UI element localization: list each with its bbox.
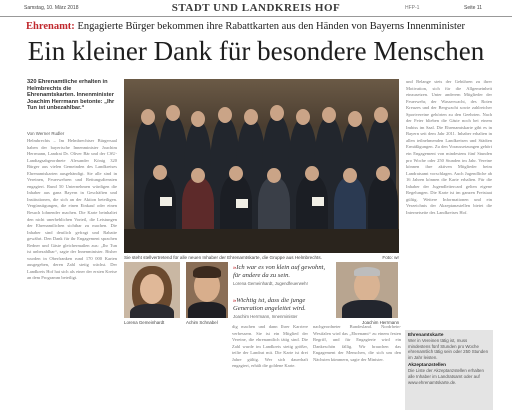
photo-face [374,107,388,123]
article-author: Von Werner Rudler [27,131,65,136]
info-box-text-2: Die Liste der Akzeptanzstellen erhalten alle Inhaber im Landratsamt oder auf www.ehrenamtskarte.de. [408,368,484,385]
photo-credit: Foto: wr [382,255,399,260]
issue-date: Samstag, 10. März 2018 [24,5,79,11]
quote-1 [233,264,333,286]
photo-face [229,166,243,181]
portrait-label-man: Achim Schnabel [186,320,218,325]
info-box-title-2: Akzeptanzstellen [408,362,447,368]
portrait-photo-man [186,262,228,318]
photo-floor [124,229,399,253]
quote-2-text: Wichtig ist, dass die junge Generation angeleitet wird. [233,297,306,312]
photo-face [267,168,281,183]
section-title: STADT UND LANDKREIS HOF [171,2,341,14]
portrait-hair [354,267,380,276]
photo-face [343,168,357,183]
portrait-face [140,274,164,304]
body-column-3: nachgeordneter Bundesland. Nordrhein-Westfalen wird das „Ehrenamt“ zu einem festen Begriff, und für Engagierte wird ein Dankeschön fällig. Wir brauchen das Engagement der Menschen, die sich um den Nächsten kümmern, sagte der Minister. [313,324,401,362]
photo-face [305,166,319,181]
photo-face [191,111,205,127]
kicker-text: Engagierte Bürger bekommen ihre Rabattkarten aus den Händen von Bayerns Innenminister [74,21,466,32]
quote-2 [233,297,333,319]
info-box [405,330,493,410]
portrait-label-minister: Joachim Herrmann [362,320,400,325]
article-headline: Ein kleiner Dank für besondere Menschen [27,36,485,66]
quote-mark: » [233,264,237,271]
photo-person [258,177,290,235]
quote-1-text: Ich war es von klein auf gewohnt, für andere da zu sein. [233,264,326,279]
photo-person [182,177,214,235]
kicker-topic: Ehrenamt: [26,21,75,32]
portrait-photo-woman [124,262,180,318]
quote-2-author: Joachim Herrmann, Innenminister [233,314,298,319]
portrait-body [188,302,226,318]
photo-face [296,109,310,125]
body-column-1: Helmbrechts – Im Helmbrechtser Bürgersaal haben der bayerische Innenminister Joachim Herrmann, Landrat Dr. Oliver Bär und der CSU-Landtagsabgeordnete Alexander König 320 Bürger aus vielen Gemeinden des Landkreises Ehrenamtskarten ausgehändigt. Sie alle sind in Vereinen, Feuerwehren und Rettungsdiensten engagiert. Rund 50 Unternehmen würdigen die Inhaber aus ganz Bayern in Geschäften und Institutionen, die sich an der Aktion beteiligen. Vergünstigungen, die einen Einkauf oder einen Besuch lohnender machen. Die Karte beinhaltet den nicht unerheblichen Vorteil, die Leistungen der Ehrenamtlichen sichtbar zu machen. Die Inhaber sind deutlich gefragt und Rabatte gewährt. Den Dank für ihr Engagement sprachen Redner und Gäste gleichermaßen aus: „Ihr Tun ist unbezahlbar“, sagte der Innenminister. Bisher wurden in Oberfranken rund 170 000 Karten ausgegeben, deren Zahl stetig wächst. Der Landkreis Hof hat sich als einer der ersten Kreise an dem Programm beteiligt. [27,138,117,281]
portrait-hair [193,266,221,278]
portrait-body [342,300,392,318]
article-kicker [26,21,465,32]
photo-face [376,166,390,181]
photo-certificate [312,197,324,206]
article-teaser: 320 Ehrenamtliche erhalten in Helmbrechts die Ehrenamtskarten. Innenminister Joachim Herrmann betonte: „Ihr Tun ist unbezahlbar.“ [27,79,115,112]
info-box-title-1: Ehrenamtskarte [408,332,444,337]
body-column-2: dig machen und dann Ihrer Karriere verbessern. Sie ist ein Mitglied der Vereine, die ehrenamtlich tätig sind. Die Zahl wurde im Landkreis stetig größer, teilte der Landrat mit. Die Karte ist drei Jahre gültig. Wer sich dauerhaft engagiert, erhält die goldene Karte. [232,324,308,369]
photo-face [348,111,362,127]
photo-face [244,109,258,125]
photo-face [270,105,284,121]
photo-person [334,177,366,235]
portrait-label-woman: Lorena Gemeinhardt [124,320,165,325]
portrait-body [130,304,174,318]
photo-caption [124,255,399,260]
photo-face [166,105,180,121]
quote-mark: » [233,297,237,304]
body-column-4: und Belange stets der Gebühren zu ihrer Motivation, sich für die Allgemeinheit einzusetzen. Unter anderem Mitglieder der Feuerwehr, der Wasserwacht, des Roten Kreuzes und der Bergwacht sowie zahlreicher Sportvereine gehörten zu den Geehrten. Nach der Feier blieben die Gäste noch bei einem Imbiss im Saal. Die Ehrenamtskarte gibt es in Bayern seit dem Jahr 2011. Inhaber erhalten in allen teilnehmenden Landkreisen und Städten Ermäßigungen. Zu den Voraussetzungen gehört ein Engagement von mindestens fünf Stunden pro Woche oder 250 Stunden im Jahr. Vereine können ihre aktiven Mitglieder beim Landratsamt vorschlagen. Auch Jugendliche ab 16 Jahren können die Karte erhalten. Für die Inhaber der Jugendleitercard gelten eigene Regelungen. Die Karte ist im ganzen Freistaat gültig. Weitere Informationen und ein Verzeichnis der Akzeptanzstellen bietet die Internetseite des Landkreises Hof. [406,79,492,215]
page-number: Seite 11 [464,5,482,11]
photo-caption-text: Sie steht stellvertretend für alle neuen Inhaber der Ehrenamtskarte, die Gruppe aus Helmbrechts. [124,255,322,260]
photo-face [322,107,336,123]
photo-face [141,109,155,125]
photo-certificate [236,199,248,208]
photo-face [153,165,167,180]
page-header [0,0,512,17]
portrait-photo-minister [336,262,398,318]
group-photo [124,79,399,253]
issue-code: HFP-1 [405,5,420,11]
photo-certificate [160,197,172,206]
quote-1-author: Lorena Gemeinhardt, Jugendfeuerwehr [233,281,309,286]
info-box-text-1: Wer in Vereinen tätig ist, muss mindestens fünf Stunden pro Woche ehrenamtlich tätig sein oder 250 Stunden im Jahr leisten. [408,338,489,360]
photo-face [218,107,232,123]
photo-face [191,168,205,183]
photo-person [368,175,398,235]
